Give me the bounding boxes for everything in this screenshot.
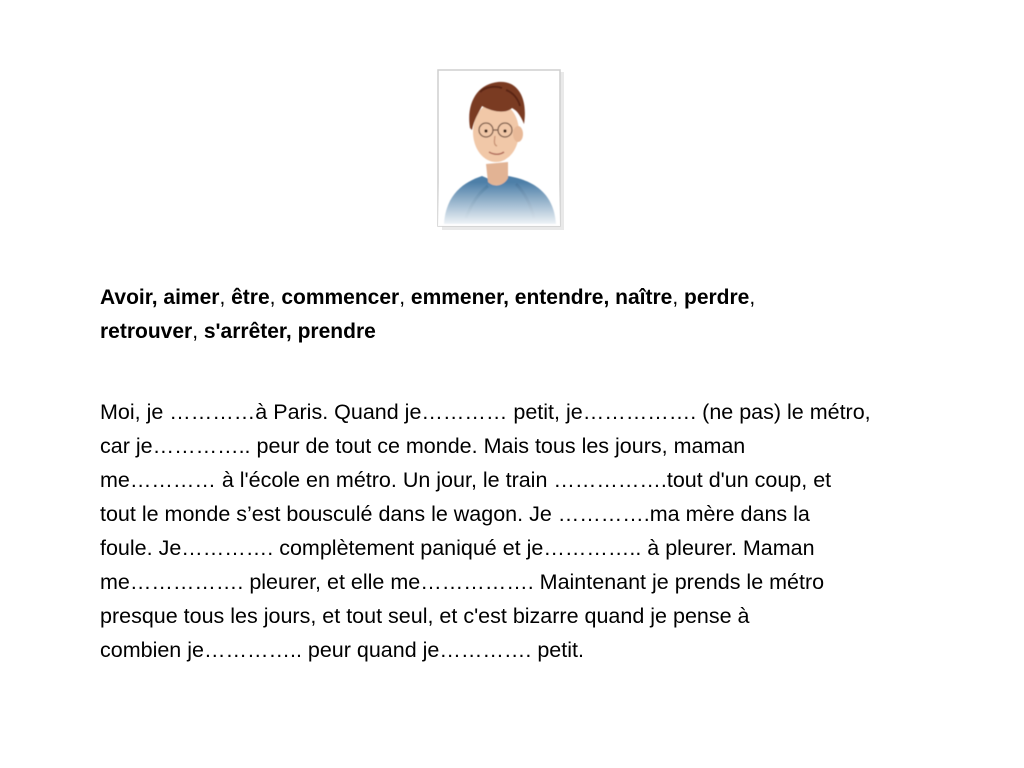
verb-group: être: [231, 286, 270, 309]
separator: ,: [399, 286, 411, 309]
verb-group: emmener, entendre, naître: [410, 286, 673, 309]
verb-group: commencer: [281, 286, 400, 309]
separator: ,: [749, 286, 756, 309]
separator: ,: [672, 286, 684, 309]
verb-group: perdre: [684, 286, 750, 309]
separator: ,: [192, 320, 204, 343]
verb-list: [100, 281, 940, 349]
verb-group: s'arrêter, prendre: [203, 320, 376, 343]
exercise-line: tout le monde s’est bousculé dans le wagon. Je ………….ma mère dans la: [100, 502, 810, 526]
exercise-line: me………… à l'école en métro. Un jour, le train …………….tout d'un coup, et: [100, 468, 832, 492]
verb-group: retrouver: [100, 320, 193, 343]
exercise-line: presque tous les jours, et tout seul, et c'est bizarre quand je pense à: [100, 604, 750, 628]
exercise-line: Moi, je …………à Paris. Quand je………… petit, je……………. (ne pas) le métro,: [100, 400, 871, 424]
verb-list-line-2: [100, 320, 376, 343]
verb-list-line-1: [100, 286, 755, 309]
fill-in-exercise-paragraph: [100, 395, 962, 667]
boy-portrait-icon: [436, 68, 566, 232]
exercise-line: combien je………….. peur quand je…………. petit.: [100, 638, 584, 662]
separator: ,: [269, 286, 282, 309]
exercise-line: me……………. pleurer, et elle me……………. Maintenant je prends le métro: [100, 570, 825, 594]
separator: ,: [219, 286, 232, 309]
exercise-line: car je………….. peur de tout ce monde. Mais tous les jours, maman: [100, 434, 746, 458]
exercise-line: foule. Je…………. complètement paniqué et je………….. à pleurer. Maman: [100, 536, 815, 560]
verb-group: Avoir, aimer: [100, 286, 220, 309]
